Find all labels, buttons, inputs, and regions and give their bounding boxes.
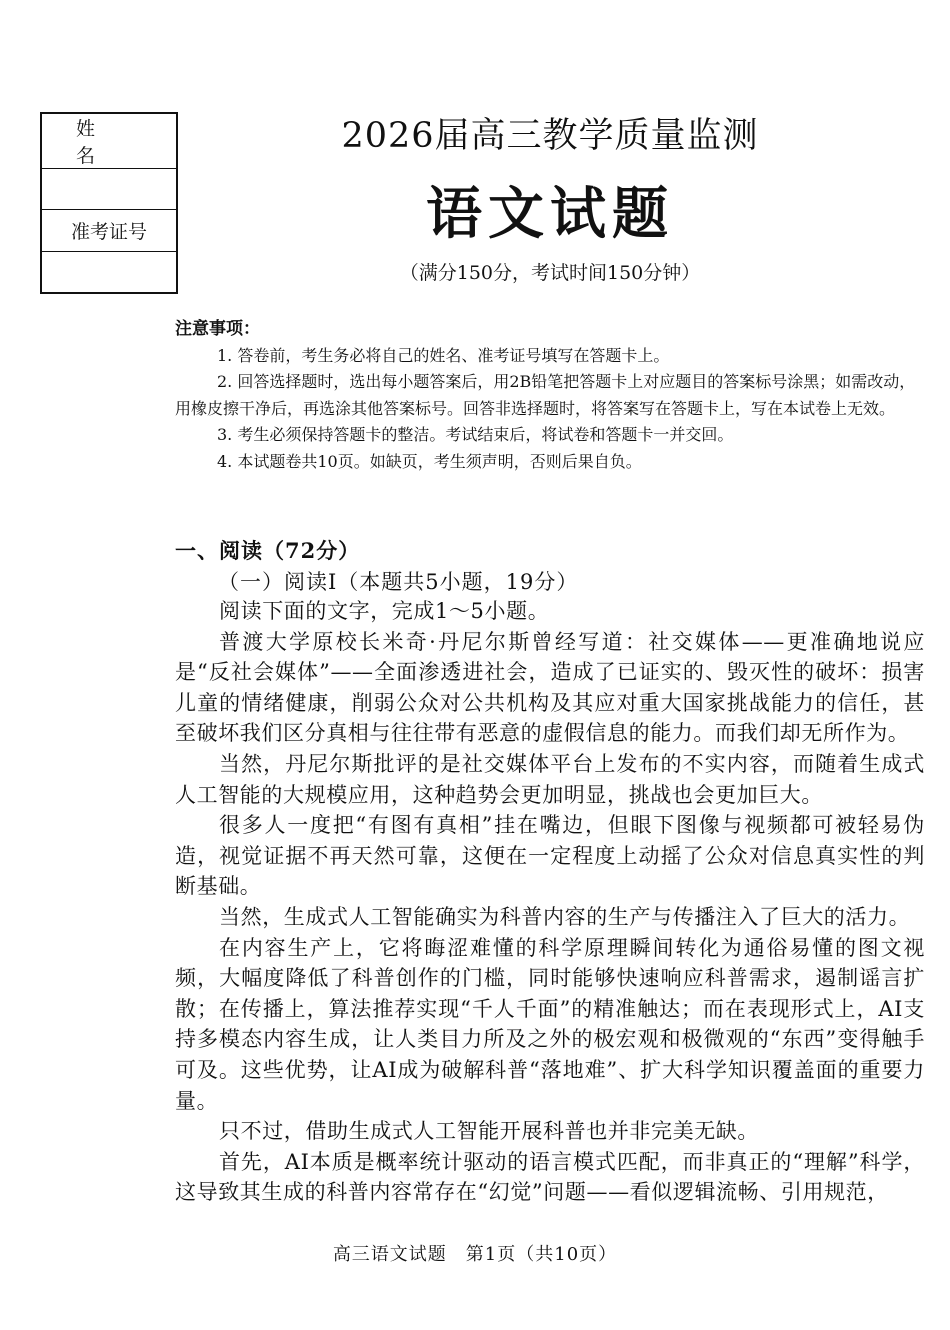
paragraph: 当然，丹尼尔斯批评的是社交媒体平台上发布的不实内容，而随着生成式人工智能的大规模应用，这种趋势会更加明显，挑战也会更加巨大。 xyxy=(175,751,925,807)
part-heading: （一）阅读Ⅰ（本题共5小题，19分） xyxy=(218,570,579,594)
id-blank xyxy=(42,252,176,292)
section-heading: 一、阅读（72分） xyxy=(175,538,361,563)
notice-item: 2. 回答选择题时，选出每小题答案后，用2B铅笔把答题卡上对应题目的答案标号涂黑；如需改动，用橡皮擦干净后，再选涂其他答案标号。回答非选择题时，将答案写在答题卡上，写在本试卷上无效。 xyxy=(175,372,916,418)
name-blank xyxy=(42,169,176,210)
candidate-info-box xyxy=(40,112,178,294)
paragraph: 只不过，借助生成式人工智能开展科普也并非完美无缺。 xyxy=(219,1119,759,1144)
notice-item: 3. 考生必须保持答题卡的整洁。考试结束后，将试卷和答题卡一并交回。 xyxy=(217,425,734,445)
name-label: 姓名 xyxy=(42,114,176,169)
notice-heading: 注意事项： xyxy=(175,319,260,339)
id-label: 准考证号 xyxy=(42,210,176,251)
instruction: 阅读下面的文字，完成1～5小题。 xyxy=(219,599,550,623)
notice-block xyxy=(175,316,930,476)
page-footer: 高三语文试题 第1页（共10页） xyxy=(332,1244,618,1265)
subject-title: 语文试题 xyxy=(426,181,674,247)
paragraph: 当然，生成式人工智能确实为科普内容的生产与传播注入了巨大的活力。 xyxy=(219,904,911,929)
paragraph: 普渡大学原校长米奇·丹尼尔斯曾经写道：社交媒体——更准确地说应是“反社会媒体”——全面渗透进社会，造成了已证实的、毁灭性的破坏：损害儿童的情绪健康，削弱公众对公共机构及其应对重大国家挑战能力的信任，甚至破坏我们区分真相与往往带有恶意的虚假信息的能力。而我们却无所作为。 xyxy=(175,629,925,746)
paragraph: 在内容生产上，它将晦涩难懂的科学原理瞬间转化为通俗易懂的图文视频，大幅度降低了科普创作的门槛，同时能够快速响应科普需求，遏制谣言扩散；在传播上，算法推荐实现“千人千面”的精准触达；而在表现形式上，AI支持多模态内容生成，让人类目力所及之外的极宏观和极微观的“东西”变得触手可及。这些优势，让AI成为破解科普“落地难”、扩大科学知识覆盖面的重要力量。 xyxy=(175,935,925,1113)
paragraph: 首先，AI本质是概率统计驱动的语言模式匹配，而非真正的“理解”科学，这导致其生成的科普内容常存在“幻觉”问题——看似逻辑流畅、引用规范， xyxy=(175,1149,925,1205)
score-note: （满分150分，考试时间150分钟） xyxy=(399,262,701,284)
paragraph: 很多人一度把“有图有真相”挂在嘴边，但眼下图像与视频都可被轻易伪造，视觉证据不再天然可靠，这便在一定程度上动摇了公众对信息真实性的判断基础。 xyxy=(175,813,925,899)
reading-passage xyxy=(175,596,925,1208)
exam-title: 2026届高三教学质量监测 xyxy=(341,116,759,156)
notice-item: 1. 答卷前，考生务必将自己的姓名、准考证号填写在答题卡上。 xyxy=(217,345,670,365)
notice-item: 4. 本试题卷共10页。如缺页，考生须声明，否则后果自负。 xyxy=(217,451,642,471)
